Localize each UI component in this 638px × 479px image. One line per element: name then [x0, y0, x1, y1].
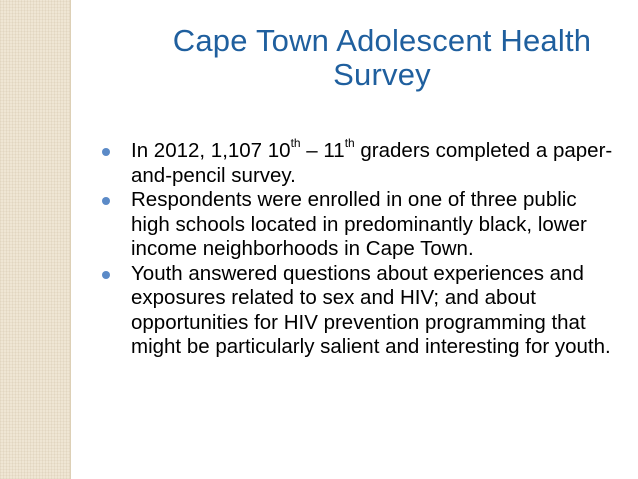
bullet-1-superscript-2: th — [344, 136, 355, 151]
decorative-left-bar — [0, 0, 71, 479]
bullet-dot-icon — [102, 148, 110, 156]
bullet-1-text-mid: – 11 — [300, 139, 345, 162]
bullet-list — [100, 136, 620, 360]
bullet-item-2 — [100, 188, 620, 262]
bullet-1-superscript-1: th — [290, 136, 301, 151]
slide-title — [95, 24, 638, 92]
bullet-dot-icon — [102, 271, 110, 279]
slide-title-line-2: Survey — [333, 57, 431, 92]
bullet-2-text: Respondents were enrolled in one of three public high schools located in predominantly black, lower income neighborhoods in Cape Town. — [131, 188, 587, 260]
bullet-dot-icon — [102, 197, 110, 205]
bullet-1-text-post: graders completed a paper-and-pencil survey. — [131, 139, 613, 187]
bullet-item-1 — [100, 136, 620, 188]
bullet-3-text: Youth answered questions about experiences and exposures related to sex and HIV; and about opportunities for HIV prevention programming that might be particularly salient and interesting for youth. — [131, 261, 611, 358]
bullet-1-text-pre: In 2012, 1,107 10 — [131, 139, 291, 162]
bullet-item-3 — [100, 262, 620, 360]
slide-title-line-1: Cape Town Adolescent Health — [172, 23, 592, 58]
